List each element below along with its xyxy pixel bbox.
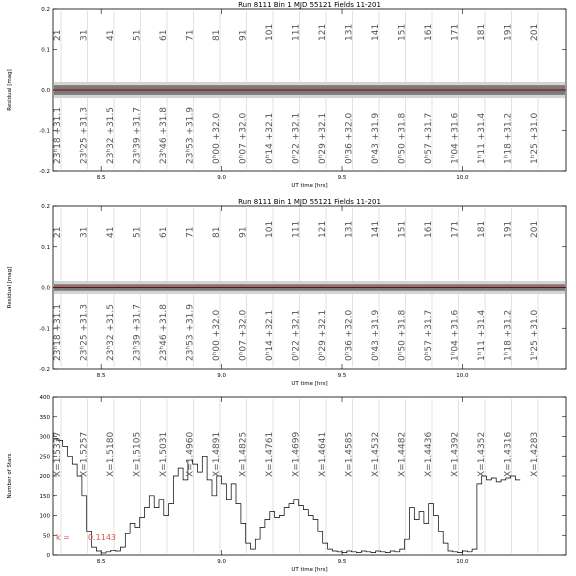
field-number-label: 181 [477,220,487,238]
x-tick-label: 9.0 [217,559,226,565]
airmass-label: X=1.4699 [291,431,302,477]
field-coordinate-label: 0ʰ29 +32.1 [318,112,328,164]
k-value: 0.1143 [88,533,116,542]
panel-1 [7,1,566,189]
y-tick-label: 0.1 [41,47,50,54]
k-label: k = [56,533,70,542]
field-coordinate-label: 23ʰ32 +31.5 [106,304,116,361]
field-number-label: 141 [371,23,381,41]
field-coordinate-label: 23ʰ39 +31.7 [132,304,143,361]
field-coordinate-label: 0ʰ14 +32.1 [265,112,275,164]
x-tick-label: 9.0 [217,175,226,181]
x-axis-label: UT time [hrs] [291,183,328,189]
field-number-label: 191 [503,23,514,41]
y-tick-label: 0.2 [41,7,50,13]
field-coordinate-label: 0ʰ00 +32.0 [212,309,222,361]
field-number-label: 71 [185,226,196,238]
field-coordinate-label: 23ʰ46 +31.8 [159,304,169,361]
airmass-label: X=1.4482 [397,431,408,477]
field-number-label: 111 [291,220,302,238]
field-number-label: 21 [53,226,63,238]
x-axis-label: UT time [hrs] [291,567,328,573]
panel-3 [7,395,566,573]
field-coordinate-label: 0ʰ07 +32.0 [238,112,249,164]
y-tick-label: 0.0 [41,285,50,292]
x-tick-label: 9.5 [337,559,347,565]
panel-title: Run 8111 Bin 1 MJD 55121 Fields 11-201 [238,1,381,9]
field-coordinate-label: 23ʰ39 +31.7 [132,107,143,164]
airmass-label: X=1.5031 [159,431,169,477]
y-axis-label: Residual [mag] [7,266,13,309]
airmass-label: X=1.4825 [238,431,249,477]
y-tick-label: 150 [39,493,50,500]
y-tick-label: -0.2 [39,367,50,373]
airmass-label: X=1.4352 [477,431,487,477]
field-number-label: 151 [397,220,408,238]
x-tick-label: 9.0 [217,373,226,379]
field-coordinate-label: 23ʰ18 +31.1 [53,107,63,164]
x-tick-label: 10.0 [456,175,469,181]
field-number-label: 121 [318,23,328,41]
y-tick-label: 0.0 [41,88,50,94]
x-tick-label: 8.5 [96,175,106,181]
airmass-label: X=1.4891 [212,431,222,477]
field-number-label: 51 [132,226,143,238]
x-tick-label: 9.5 [337,175,347,181]
field-number-label: 31 [79,226,90,238]
y-axis-label: Number of Stars [7,453,13,499]
field-coordinate-label: 23ʰ32 +31.5 [106,107,116,164]
field-number-label: 31 [79,29,90,41]
y-tick-label: 400 [39,395,50,401]
field-number-label: 181 [477,23,487,41]
field-coordinate-label: 23ʰ46 +31.8 [159,107,169,164]
field-coordinate-label: 0ʰ50 +31.8 [397,112,408,164]
airmass-label: X=1.5337 [53,431,63,477]
field-number-label: 171 [450,23,461,41]
x-tick-label: 8.5 [96,559,106,565]
airmass-label: X=1.4532 [371,431,381,477]
field-number-label: 111 [291,23,302,41]
field-coordinate-label: 23ʰ25 +31.3 [79,107,90,164]
panel-title: Run 8111 Bin 1 MJD 55121 Fields 11-201 [238,198,381,206]
field-coordinate-label: 23ʰ18 +31.1 [53,304,63,361]
y-tick-label: -0.1 [39,326,50,333]
x-axis-label: UT time [hrs] [291,381,328,387]
field-coordinate-label: 0ʰ00 +32.0 [212,112,222,164]
field-number-label: 161 [424,23,434,41]
field-coordinate-label: 1ʰ04 +31.6 [450,112,461,164]
airmass-label: X=1.4436 [424,431,434,477]
field-number-label: 131 [344,23,355,41]
field-number-label: 21 [53,29,63,41]
field-number-label: 91 [238,29,249,41]
field-coordinate-label: 1ʰ11 +31.4 [477,309,487,361]
field-coordinate-label: 1ʰ25 +31.0 [530,112,540,164]
y-axis-label: Residual [mag] [7,69,13,111]
field-number-label: 61 [159,226,169,238]
y-tick-label: 300 [39,434,50,441]
field-coordinate-label: 1ʰ18 +31.2 [503,112,514,164]
field-coordinate-label: 1ʰ18 +31.2 [503,309,514,361]
field-number-label: 101 [265,23,275,41]
field-number-label: 101 [265,220,275,238]
field-number-label: 71 [185,29,196,41]
field-number-label: 201 [530,23,540,41]
y-tick-label: 250 [39,454,50,461]
field-number-label: 151 [397,23,408,41]
airmass-label: X=1.4316 [503,431,514,477]
panel-2 [7,198,566,387]
panels [7,1,566,573]
field-coordinate-label: 1ʰ04 +31.6 [450,309,461,361]
y-tick-label: -0.2 [39,169,50,175]
field-number-label: 61 [159,29,169,41]
airmass-label: X=1.5180 [106,431,116,477]
field-number-label: 201 [530,220,540,238]
field-coordinate-label: 23ʰ25 +31.3 [79,304,90,361]
airmass-label: X=1.4761 [265,431,275,477]
field-coordinate-label: 0ʰ57 +31.7 [424,112,434,164]
x-tick-label: 10.0 [456,373,469,379]
field-coordinate-label: 0ʰ57 +31.7 [424,309,434,361]
field-coordinate-label: 0ʰ36 +32.0 [344,309,355,361]
airmass-label: X=1.4585 [344,431,355,477]
field-coordinate-label: 0ʰ29 +32.1 [318,309,328,361]
field-coordinate-label: 0ʰ43 +31.9 [371,309,381,361]
x-tick-label: 9.5 [337,373,347,379]
y-tick-label: 0.1 [41,244,50,251]
field-number-label: 41 [106,226,116,238]
airmass-label: X=1.4960 [185,431,196,477]
field-number-label: 171 [450,220,461,238]
y-tick-label: 50 [43,533,50,540]
field-coordinate-label: 23ʰ53 +31.9 [185,107,196,164]
field-number-label: 131 [344,220,355,238]
y-tick-label: 200 [39,474,50,480]
field-coordinate-label: 0ʰ36 +32.0 [344,112,355,164]
field-coordinate-label: 0ʰ50 +31.8 [397,309,408,361]
y-tick-label: 0.2 [41,204,50,210]
field-coordinate-label: 0ʰ07 +32.0 [238,309,249,361]
field-coordinate-label: 1ʰ25 +31.0 [530,309,540,361]
field-coordinate-label: 0ʰ43 +31.9 [371,112,381,164]
field-number-label: 51 [132,29,143,41]
field-number-label: 141 [371,220,381,238]
field-coordinate-label: 0ʰ22 +32.1 [291,309,302,361]
x-tick-label: 10.0 [456,559,469,565]
field-coordinate-label: 0ʰ14 +32.1 [265,309,275,361]
field-number-label: 91 [238,226,249,238]
x-tick-label: 8.5 [96,373,106,379]
field-number-label: 191 [503,220,514,238]
airmass-label: X=1.4641 [318,431,328,477]
y-tick-label: 0 [46,553,50,559]
field-coordinate-label: 23ʰ53 +31.9 [185,304,196,361]
field-number-label: 81 [212,29,222,41]
field-number-label: 41 [106,29,116,41]
field-number-label: 81 [212,226,222,238]
y-tick-label: 100 [39,513,50,520]
airmass-label: X=1.5105 [132,431,143,477]
field-coordinate-label: 0ʰ22 +32.1 [291,112,302,164]
y-tick-label: 350 [39,414,50,421]
airmass-label: X=1.4283 [530,431,540,477]
airmass-label: X=1.5257 [79,431,90,477]
y-tick-label: -0.1 [39,128,50,135]
field-coordinate-label: 1ʰ11 +31.4 [477,112,487,164]
field-number-label: 161 [424,220,434,238]
field-number-label: 121 [318,220,328,238]
airmass-label: X=1.4392 [450,431,461,477]
